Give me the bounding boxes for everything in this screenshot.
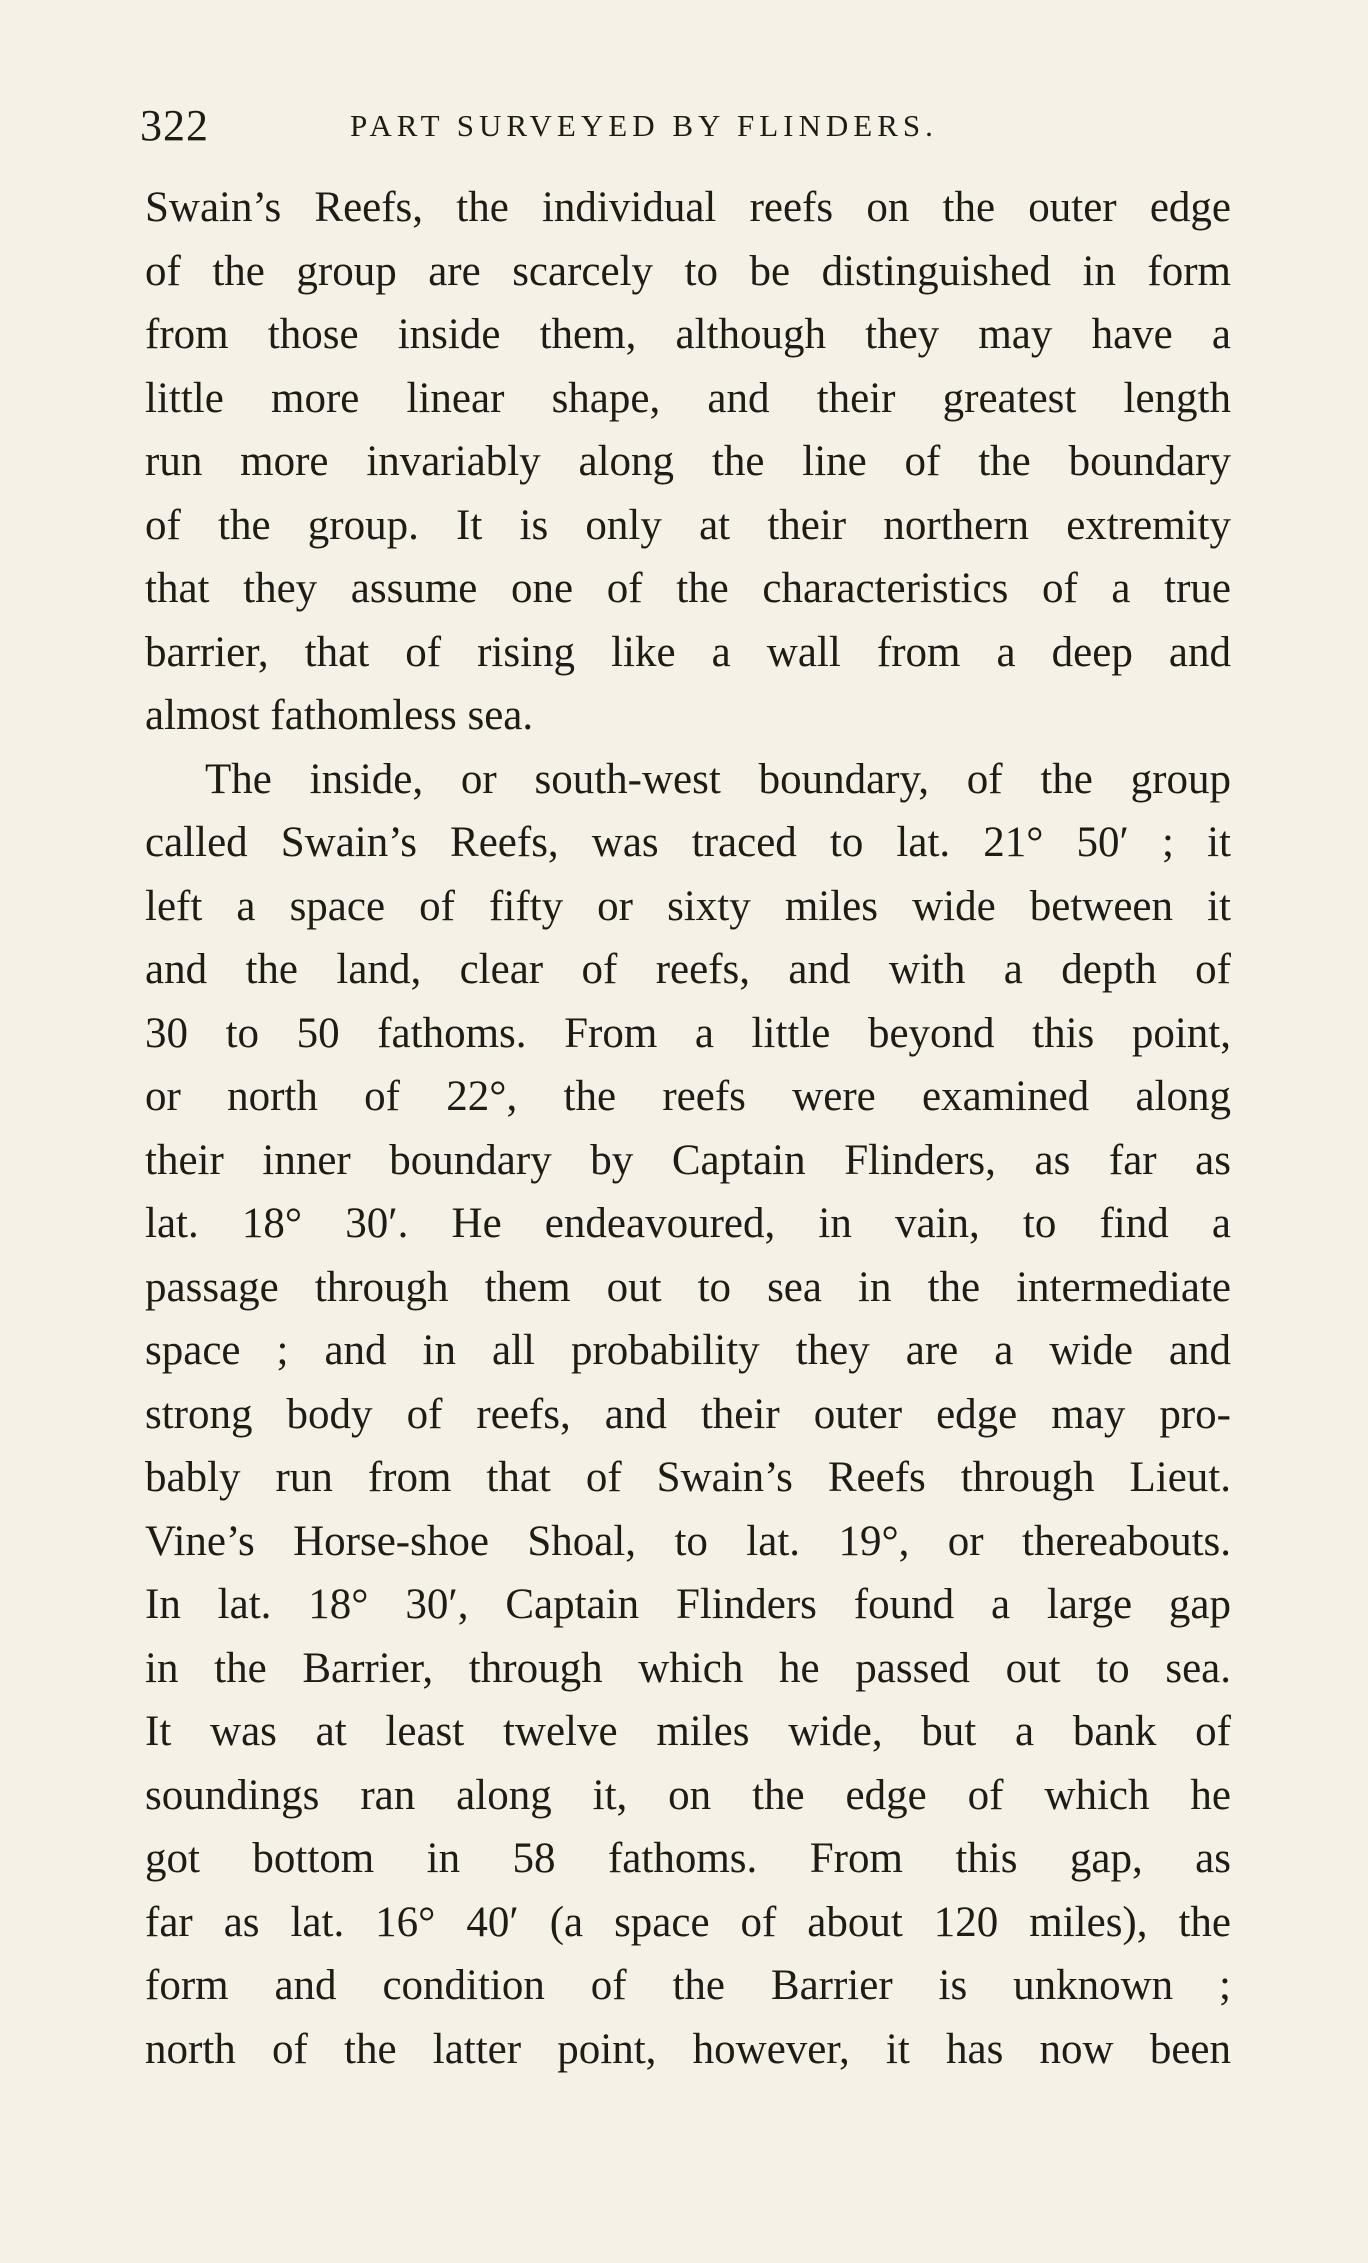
text-line: north of the latter point, however, it has now been bbox=[145, 2025, 1231, 2073]
text-line: their inner boundary by Captain Flinders, as far as bbox=[145, 1136, 1231, 1184]
text-line: In lat. 18° 30′, Captain Flinders found a large gap bbox=[145, 1581, 1231, 1628]
text-line: got bottom in 58 fathoms. From this gap, as bbox=[145, 1835, 1231, 1882]
text-line: left a space of fifty or sixty miles wide between it bbox=[145, 882, 1231, 930]
text-line: or north of 22°, the reefs were examined along bbox=[145, 1073, 1231, 1120]
text-line: lat. 18° 30′. He endeavoured, in vain, to find a bbox=[145, 1200, 1231, 1247]
text-line: that they assume one of the characteristics of a true bbox=[145, 565, 1231, 612]
text-line: little more linear shape, and their greatest length bbox=[145, 374, 1231, 422]
text-line: form and condition of the Barrier is unknown ; bbox=[145, 1962, 1231, 2009]
text-line: run more invariably along the line of the boundary bbox=[145, 438, 1231, 485]
text-line: soundings ran along it, on the edge of which he bbox=[145, 1771, 1231, 1819]
body-text bbox=[145, 176, 1231, 2081]
text-line: 30 to 50 fathoms. From a little beyond this point, bbox=[145, 1009, 1231, 1057]
text-line: of the group are scarcely to be distinguished in form bbox=[145, 247, 1231, 295]
text-line: called Swain’s Reefs, was traced to lat. 21° 50′ ; it bbox=[145, 819, 1231, 866]
text-line: in the Barrier, through which he passed out to sea. bbox=[145, 1644, 1231, 1692]
page-header bbox=[140, 100, 1260, 150]
text-line: from those inside them, although they may have a bbox=[145, 311, 1231, 358]
page-number: 322 bbox=[140, 101, 209, 150]
text-line: and the land, clear of reefs, and with a depth of bbox=[145, 946, 1231, 993]
paragraph-end-line: almost fathomless sea. bbox=[145, 692, 534, 739]
text-line: barrier, that of rising like a wall from a deep and bbox=[145, 628, 1231, 676]
text-line: Vine’s Horse-shoe Shoal, to lat. 19°, or thereabouts. bbox=[145, 1517, 1231, 1565]
paragraph-start-line: The inside, or south-west boundary, of the group bbox=[205, 755, 1231, 803]
text-line: space ; and in all probability they are a wide and bbox=[145, 1327, 1231, 1374]
text-line: of the group. It is only at their northern extremity bbox=[145, 501, 1231, 549]
text-line: bably run from that of Swain’s Reefs through Lieut. bbox=[145, 1454, 1231, 1501]
text-line: It was at least twelve miles wide, but a bank of bbox=[145, 1708, 1231, 1755]
text-line: passage through them out to sea in the intermediate bbox=[145, 1263, 1231, 1311]
text-line: far as lat. 16° 40′ (a space of about 120 miles), the bbox=[145, 1898, 1231, 1946]
text-line: Swain’s Reefs, the individual reefs on the outer edge bbox=[145, 184, 1231, 231]
running-head: PART SURVEYED BY FLINDERS. bbox=[350, 108, 938, 143]
text-line: strong body of reefs, and their outer edge may pro- bbox=[145, 1390, 1231, 1438]
